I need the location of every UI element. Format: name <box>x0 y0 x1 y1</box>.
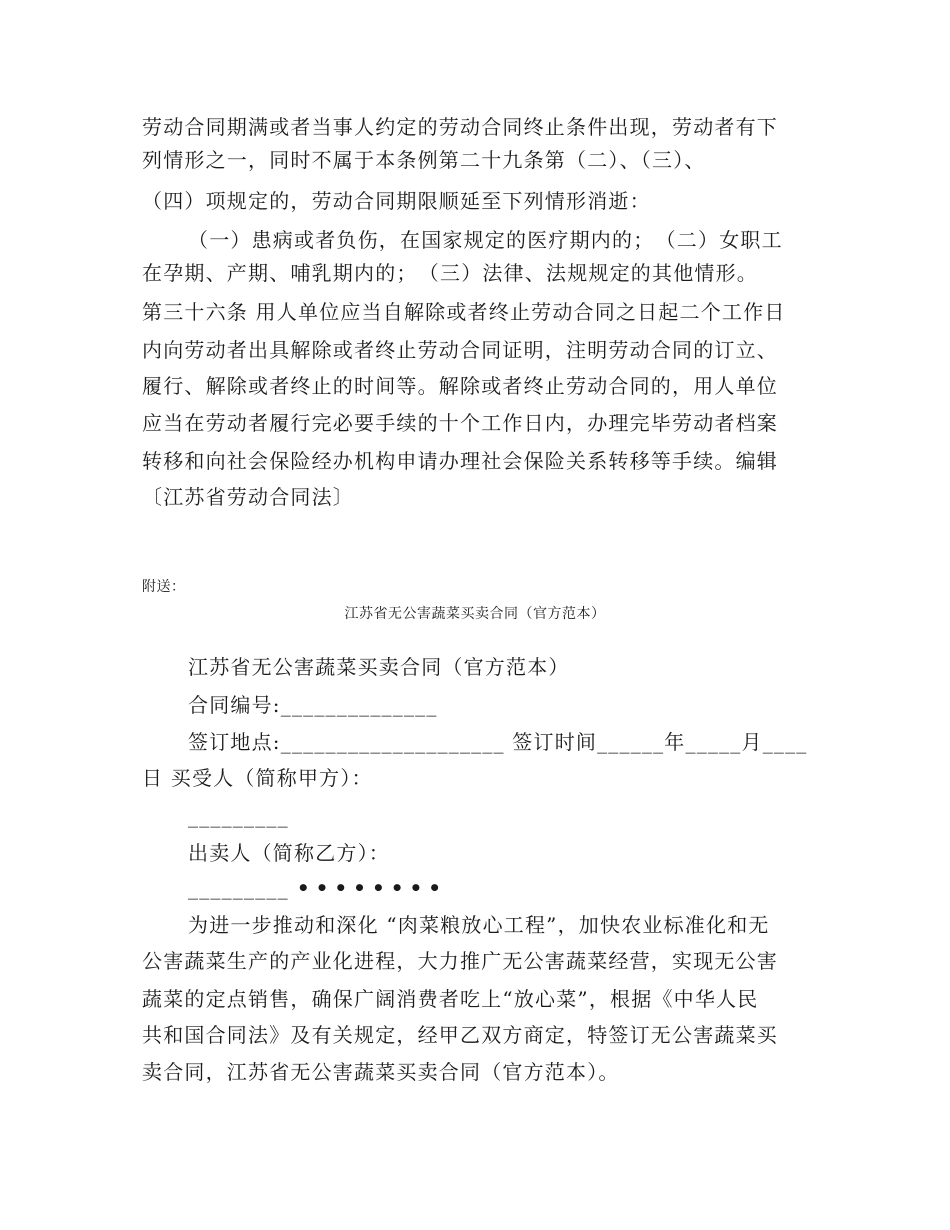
body-line-2: 列情形之一，同时不属于本条例第二十九条第（二）、（三）、 <box>142 148 706 172</box>
body-line-5: 在孕期、产期、哺乳期内的； （三）法律、法规规定的其他情形。 <box>142 261 758 285</box>
contract-place-time: 签订地点:____________________ 签订时间______年_____月____ <box>188 730 808 754</box>
body-line-7: 内向劳动者出具解除或者终止劳动合同证明，注明劳动合同的订立、 <box>142 338 778 362</box>
body-line-4: （一）患病或者负伤，在国家规定的医疗期内的； （二）女职工 <box>188 228 783 252</box>
body-line-10: 转移和向社会保险经办机构申请办理社会保险关系转移等手续。编辑 <box>142 449 778 473</box>
body-line-1: 劳动合同期满或者当事人约定的劳动合同终止条件出现，劳动者有下 <box>142 115 778 139</box>
contract-number: 合同编号:______________ <box>188 693 438 717</box>
attachment-label: 附送： <box>142 579 186 595</box>
contract-seller-dots: •••••••• <box>296 876 448 900</box>
attachment-title: 江苏省无公害蔬菜买卖合同（官方范本） <box>344 606 606 622</box>
contract-seller: 出卖人（简称乙方）： <box>188 841 390 865</box>
contract-buyer-blank: _________ <box>188 804 289 828</box>
contract-para-line-5: 卖合同，江苏省无公害蔬菜买卖合同（官方范本）。 <box>142 1060 620 1084</box>
body-line-6: 第三十六条 用人单位应当自解除或者终止劳动合同之日起二个工作日 <box>142 300 786 324</box>
contract-para-line-1: 为进一步推动和深化 “肉菜粮放心工程”，加快农业标准化和无 <box>188 913 770 937</box>
contract-para-line-2: 公害蔬菜生产的产业化进程，大力推广无公害蔬菜经营，实现无公害 <box>142 949 778 973</box>
contract-para-line-3: 蔬菜的定点销售，确保广阔消费者吃上“放心菜”，根据《中华人民 <box>142 987 759 1011</box>
contract-heading: 江苏省无公害蔬菜买卖合同（官方范本） <box>188 655 570 679</box>
body-line-11: 〔江苏省劳动合同法〕 <box>142 485 354 509</box>
contract-seller-blank: _________ <box>188 876 289 900</box>
contract-seller-line <box>188 873 447 903</box>
body-line-8: 履行、解除或者终止的时间等。解除或者终止劳动合同的，用人单位 <box>142 374 778 398</box>
body-line-9: 应当在劳动者履行完必要手续的十个工作日内，办理完毕劳动者档案 <box>142 411 778 435</box>
contract-para-line-4: 共和国合同法》及有关规定，经甲乙双方商定，特签订无公害蔬菜买 <box>142 1023 778 1047</box>
contract-buyer: 日 买受人（简称甲方）： <box>142 766 373 790</box>
body-line-3: （四）项规定的，劳动合同期限顺延至下列情形消逝： <box>142 189 651 213</box>
